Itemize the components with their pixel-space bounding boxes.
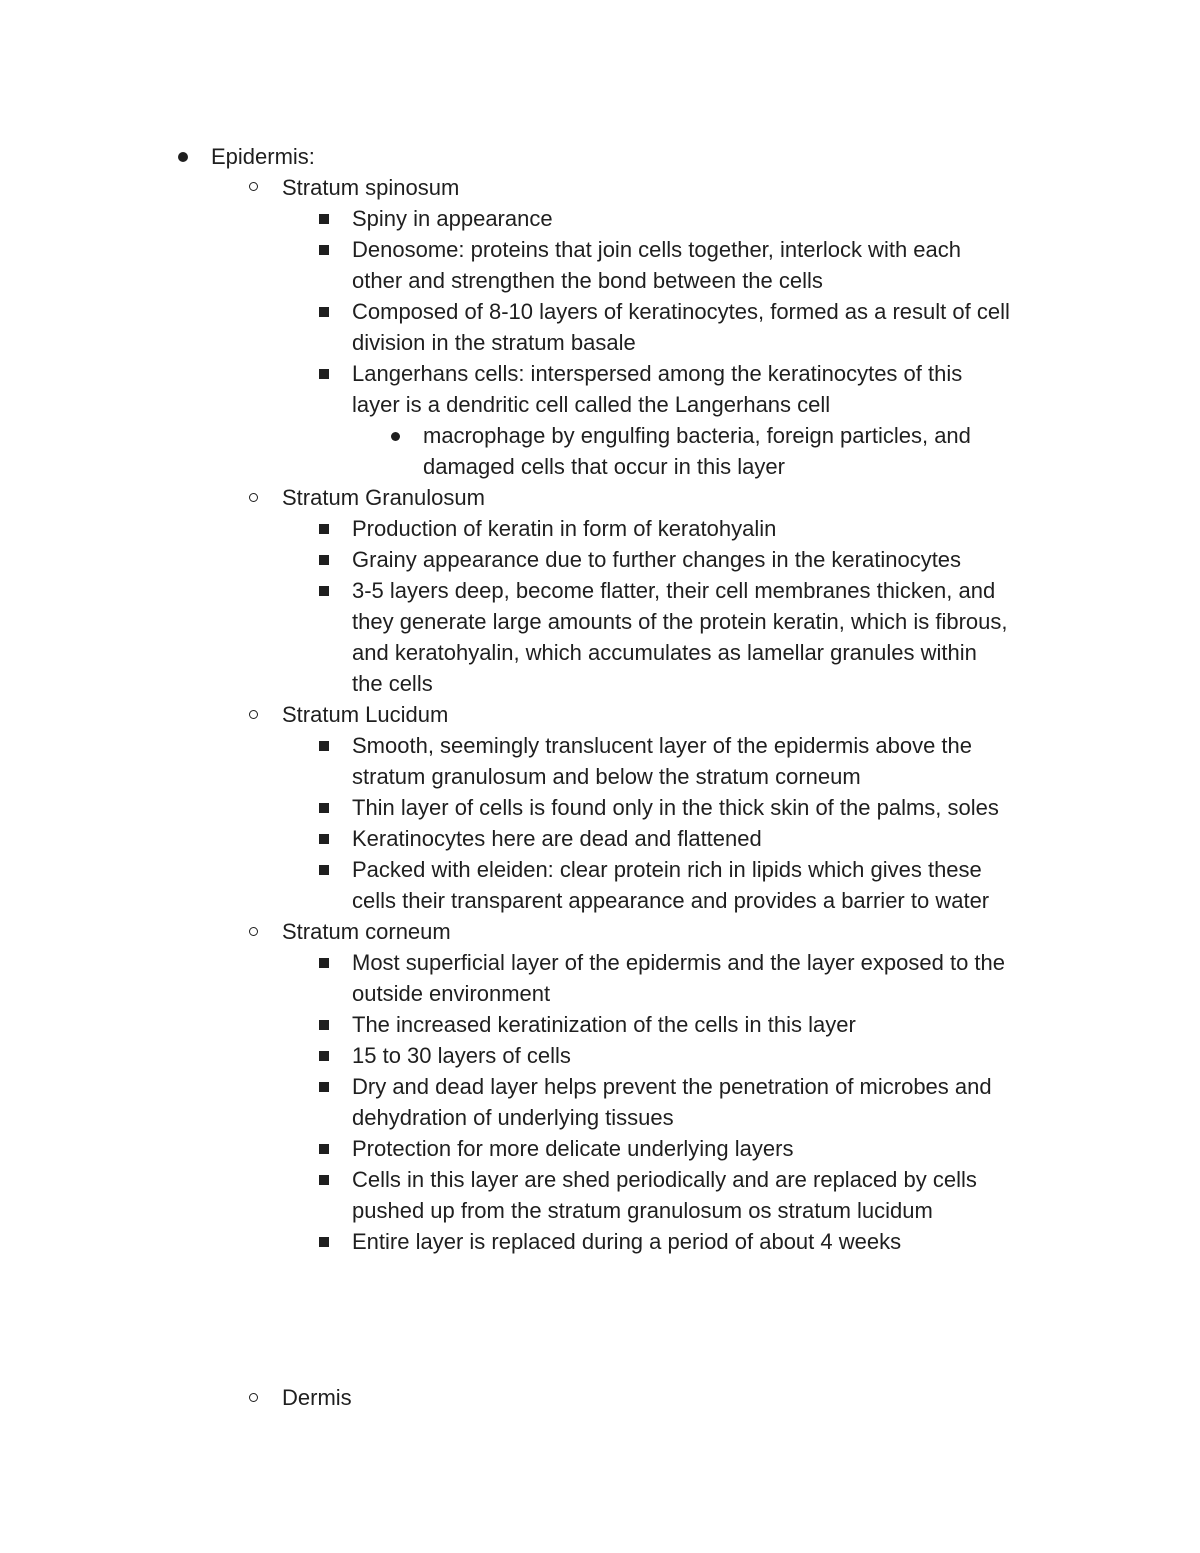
bullet-square-icon <box>319 803 329 813</box>
corneum-item-3-line-1: 15 to 30 layers of cells <box>352 1043 571 1068</box>
spinosum-subitem-line-2: damaged cells that occur in this layer <box>423 454 785 479</box>
spinosum-item-1-line-1: Spiny in appearance <box>352 206 553 231</box>
lucidum-item-4-line-2: cells their transparent appearance and provides a barrier to water <box>352 888 990 913</box>
lucidum-item-2-line-1: Thin layer of cells is found only in the thick skin of the palms, soles <box>352 795 999 820</box>
bullet-square-icon <box>319 524 329 534</box>
lucidum-heading: Stratum Lucidum <box>282 702 449 727</box>
corneum-item-7-line-1: Entire layer is replaced during a period of about 4 weeks <box>352 1229 902 1254</box>
corneum-item-4-line-1: Dry and dead layer helps prevent the penetration of microbes and <box>352 1074 992 1099</box>
corneum-item-1-line-1: Most superficial layer of the epidermis and the layer exposed to the <box>352 950 1006 975</box>
bullet-square-icon <box>319 307 329 317</box>
bullet-square-icon <box>319 369 329 379</box>
bullet-square-icon <box>319 214 329 224</box>
bullet-square-icon <box>319 1082 329 1092</box>
spinosum-item-4-line-2: layer is a dendritic cell called the Langerhans cell <box>352 392 831 417</box>
granulosum-item-2-line-1: Grainy appearance due to further changes in the keratinocytes <box>352 547 962 572</box>
granulosum-item-3-line-4: the cells <box>352 671 433 696</box>
bullet-square-icon <box>319 586 329 596</box>
corneum-item-1-line-2: outside environment <box>352 981 551 1006</box>
bullet-square-icon <box>319 245 329 255</box>
bullet-circle-icon <box>249 927 258 936</box>
bullet-square-icon <box>319 1020 329 1030</box>
spinosum-item-2-line-2: other and strengthen the bond between the cells <box>352 268 823 293</box>
lucidum-item-1-line-1: Smooth, seemingly translucent layer of the epidermis above the <box>352 733 972 758</box>
corneum-item-6-line-1: Cells in this layer are shed periodically and are replaced by cells <box>352 1167 977 1192</box>
spinosum-subitem-line-1: macrophage by engulfing bacteria, foreign particles, and <box>423 423 971 448</box>
bullet-square-icon <box>319 1051 329 1061</box>
lucidum-item-1-line-2: stratum granulosum and below the stratum corneum <box>352 764 861 789</box>
spinosum-heading: Stratum spinosum <box>282 175 460 200</box>
bullet-circle-icon <box>249 182 258 191</box>
bullet-square-icon <box>319 834 329 844</box>
lucidum-item-4-line-1: Packed with eleiden: clear protein rich in lipids which gives these <box>352 857 982 882</box>
bullet-square-icon <box>319 1144 329 1154</box>
bullet-disc-icon <box>391 432 400 441</box>
spinosum-item-4-line-1: Langerhans cells: interspersed among the keratinocytes of this <box>352 361 963 386</box>
spinosum-item-3-line-2: division in the stratum basale <box>352 330 636 355</box>
bullet-circle-icon <box>249 710 258 719</box>
granulosum-item-1-line-1: Production of keratin in form of keratohyalin <box>352 516 777 541</box>
corneum-heading: Stratum corneum <box>282 919 451 944</box>
corneum-item-5-line-1: Protection for more delicate underlying layers <box>352 1136 794 1161</box>
bullet-square-icon <box>319 958 329 968</box>
dermis-heading: Dermis <box>282 1385 352 1410</box>
granulosum-item-3-line-1: 3-5 layers deep, become flatter, their cell membranes thicken, and <box>352 578 996 603</box>
corneum-item-2-line-1: The increased keratinization of the cells in this layer <box>352 1012 856 1037</box>
lucidum-item-3-line-1: Keratinocytes here are dead and flattened <box>352 826 762 851</box>
bullet-square-icon <box>319 1237 329 1247</box>
bullet-disc-icon <box>178 152 188 162</box>
bullet-square-icon <box>319 741 329 751</box>
bullet-square-icon <box>319 555 329 565</box>
granulosum-item-3-line-3: and keratohyalin, which accumulates as lamellar granules within <box>352 640 977 665</box>
bullet-circle-icon <box>249 1393 258 1402</box>
spinosum-item-2-line-1: Denosome: proteins that join cells together, interlock with each <box>352 237 961 262</box>
granulosum-item-3-line-2: they generate large amounts of the protein keratin, which is fibrous, <box>352 609 1008 634</box>
bullet-circle-icon <box>249 493 258 502</box>
epidermis-heading: Epidermis: <box>211 144 315 169</box>
corneum-item-4-line-2: dehydration of underlying tissues <box>352 1105 674 1130</box>
bullet-square-icon <box>319 865 329 875</box>
spinosum-item-3-line-1: Composed of 8-10 layers of keratinocytes, formed as a result of cell <box>352 299 1010 324</box>
corneum-item-6-line-2: pushed up from the stratum granulosum os stratum lucidum <box>352 1198 933 1223</box>
bullet-square-icon <box>319 1175 329 1185</box>
granulosum-heading: Stratum Granulosum <box>282 485 485 510</box>
